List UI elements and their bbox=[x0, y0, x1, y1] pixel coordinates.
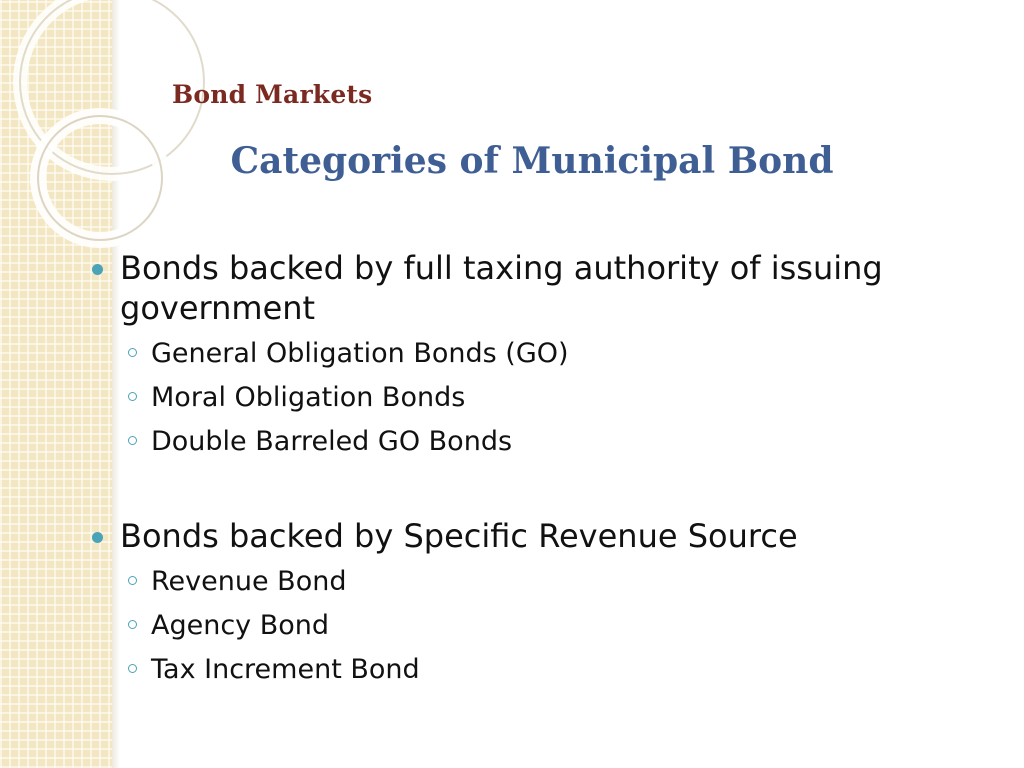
sub-bullet-item bbox=[86, 420, 956, 464]
bullet-item bbox=[86, 248, 956, 328]
sub-bullet-item bbox=[86, 332, 956, 376]
bullet-item bbox=[86, 516, 956, 556]
sub-bullet-item bbox=[86, 376, 956, 420]
spacer bbox=[86, 464, 956, 516]
decorative-rings-icon bbox=[0, 0, 260, 260]
section-header-title: Bond Markets bbox=[172, 80, 373, 109]
sub-bullet-text: Double Barreled GO Bonds bbox=[151, 426, 513, 457]
sub-bullet-ring-icon bbox=[128, 576, 137, 585]
sub-bullet-item bbox=[86, 604, 956, 648]
bullet-dot-icon bbox=[92, 264, 103, 275]
sub-bullet-text: Revenue Bond bbox=[151, 566, 347, 597]
bullet-dot-icon bbox=[92, 532, 103, 543]
bullet-text: Bonds backed by full taxing authority of issuing government bbox=[120, 249, 883, 327]
slide-title: Categories of Municipal Bond bbox=[230, 140, 834, 182]
sub-bullet-ring-icon bbox=[128, 392, 137, 401]
sub-bullet-item bbox=[86, 648, 956, 692]
sub-bullet-ring-icon bbox=[128, 348, 137, 357]
sub-bullet-text: General Obligation Bonds (GO) bbox=[151, 338, 569, 369]
sub-bullet-ring-icon bbox=[128, 436, 137, 445]
sub-bullet-text: Tax Increment Bond bbox=[151, 654, 420, 685]
sub-bullet-item bbox=[86, 560, 956, 604]
bullet-text: Bonds backed by Specific Revenue Source bbox=[120, 517, 798, 555]
sub-bullet-list bbox=[86, 560, 956, 692]
sub-bullet-text: Agency Bond bbox=[151, 610, 330, 641]
bullet-list bbox=[86, 248, 956, 692]
sub-bullet-text: Moral Obligation Bonds bbox=[151, 382, 466, 413]
sub-bullet-list bbox=[86, 332, 956, 464]
sub-bullet-ring-icon bbox=[128, 664, 137, 673]
sub-bullet-ring-icon bbox=[128, 620, 137, 629]
